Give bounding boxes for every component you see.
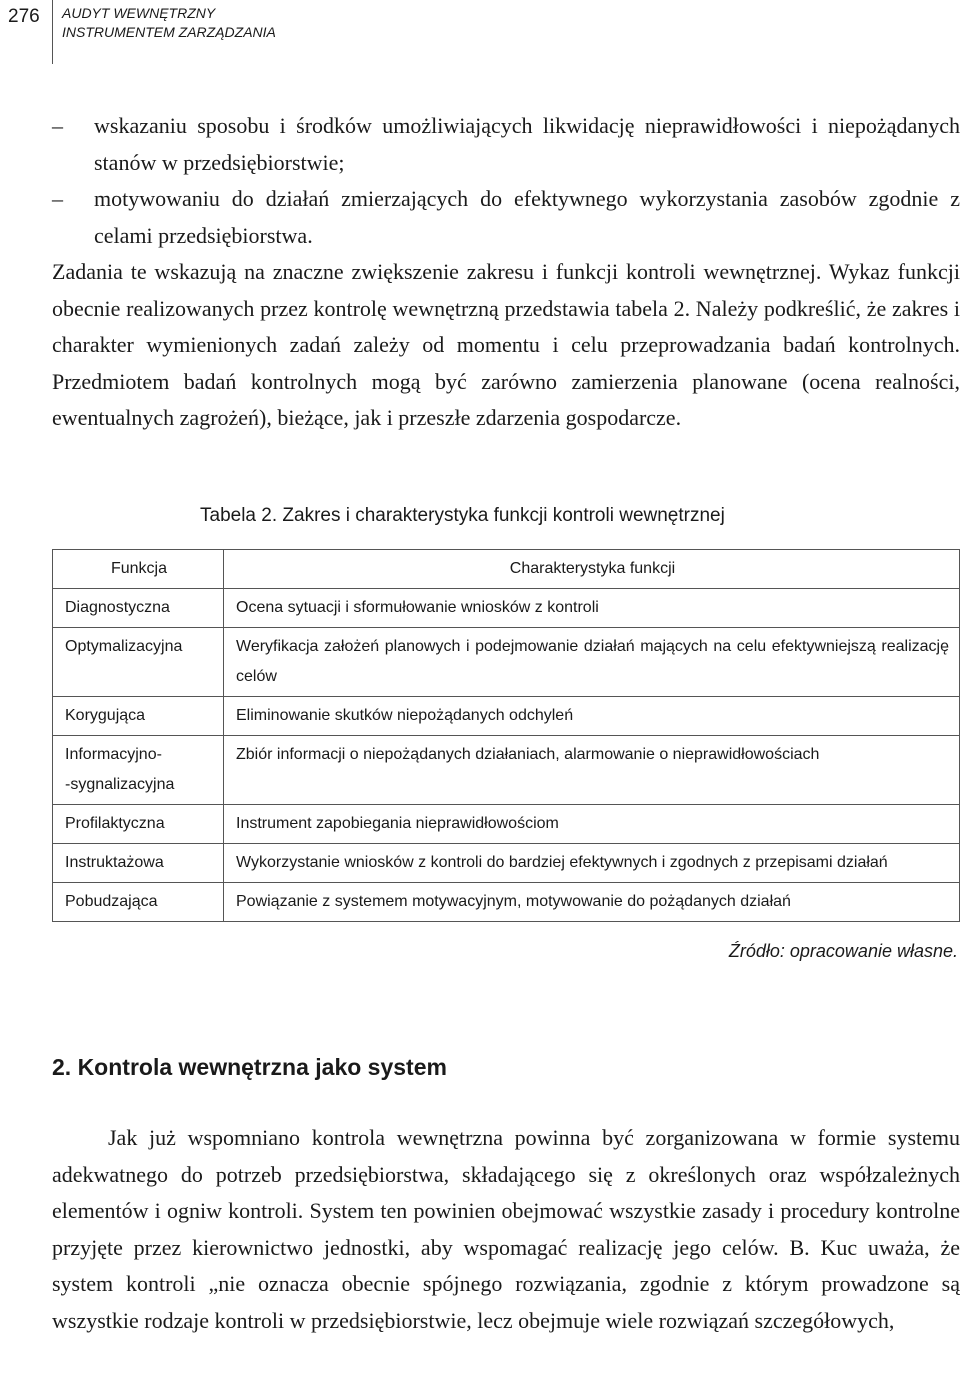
description-cell: Eliminowanie skutków niepożądanych odchyleń bbox=[224, 697, 960, 736]
description-cell: Ocena sytuacji i sformułowanie wniosków z kontroli bbox=[224, 589, 960, 628]
function-name-cont: -sygnalizacyjna bbox=[65, 776, 175, 793]
table-row bbox=[53, 736, 960, 805]
source-note: Źródło: opracowanie własne. bbox=[728, 941, 958, 961]
table-caption: Tabela 2. Zakres i charakterystyka funkcji kontroli wewnętrznej bbox=[200, 505, 725, 526]
table-header-function: Funkcja bbox=[53, 550, 224, 589]
page-number: 276 bbox=[8, 6, 40, 27]
description-cell: Wykorzystanie wniosków z kontroli do bardziej efektywnych i zgodnych z przepisami działań bbox=[224, 844, 960, 883]
description-cell: Zbiór informacji o niepożądanych działaniach, alarmowanie o nieprawidłowościach bbox=[224, 736, 960, 805]
table-row bbox=[53, 589, 960, 628]
function-cell bbox=[53, 697, 224, 736]
function-name: Optymalizacyjna bbox=[65, 638, 183, 655]
bullet-dash: – bbox=[52, 113, 63, 138]
bullet-item bbox=[52, 181, 960, 254]
function-cell bbox=[53, 736, 224, 805]
table-row bbox=[53, 628, 960, 697]
bullet-list bbox=[52, 108, 960, 254]
running-head-line-2: INSTRUMENTEM ZARZĄDZANIA bbox=[62, 24, 276, 40]
running-head-line-1: AUDYT WEWNĘTRZNY bbox=[62, 5, 216, 21]
bullet-text: motywowaniu do działań zmierzających do efektywnego wykorzystania zasobów zgodnie z celami przedsiębiorstwa. bbox=[94, 186, 960, 248]
table-row bbox=[53, 844, 960, 883]
function-cell bbox=[53, 805, 224, 844]
header-divider bbox=[52, 0, 53, 64]
function-name: Instruktażowa bbox=[65, 854, 164, 871]
function-cell bbox=[53, 589, 224, 628]
function-name: Korygująca bbox=[65, 707, 146, 724]
function-cell bbox=[53, 883, 224, 922]
description-cell: Powiązanie z systemem motywacyjnym, motywowanie do pożądanych działań bbox=[224, 883, 960, 922]
body-paragraph-1: Zadania te wskazują na znaczne zwiększenie zakresu i funkcji kontroli wewnętrznej. Wykaz funkcji obecnie realizowanych przez kontrolę wewnętrzną przedstawia tabela 2. Należy podkreślić, że zakres i charakter wymienionych zadań zależy od momentu i celu przeprowadzania badań kontrolnych. Przedmiotem badań kontrolnych mogą być zarówno zamierzenia planowane (ocena realności, ewentualnych zagrożeń), bieżące, jak i przeszłe zdarzenia gospodarcze. bbox=[52, 259, 960, 430]
functions-table bbox=[52, 549, 960, 922]
table-header-row bbox=[53, 550, 960, 589]
function-name: Pobudzająca bbox=[65, 893, 158, 910]
function-name: Diagnostyczna bbox=[65, 599, 170, 616]
function-cell bbox=[53, 844, 224, 883]
page-header bbox=[0, 0, 960, 64]
table-row bbox=[53, 805, 960, 844]
bullet-item bbox=[52, 108, 960, 181]
function-name: Profilaktyczna bbox=[65, 815, 165, 832]
description-cell: Weryfikacja założeń planowych i podejmowanie działań mających na celu efektywniejszą realizację celów bbox=[224, 628, 960, 697]
bullet-text: wskazaniu sposobu i środków umożliwiających likwidację nieprawidłowości i niepożądanych stanów w przedsiębiorstwie; bbox=[94, 113, 960, 175]
body-paragraph-2: Jak już wspomniano kontrola wewnętrzna powinna być zorganizowana w formie systemu adekwatnego do potrzeb przedsiębiorstwa, składającego się z określonych oraz współzależnych elementów i ogniw kontroli. System ten powinien obejmować wszystkie zasady i procedury kontrolne przyjęte przez kierownictwo jednostki, aby wspomagać realizację jego celów. B. Kuc uważa, że system kontroli „nie oznacza obecnie spójnego rozwiązania, zgodnie z którym prowadzone są wszystkie rodzaje kontroli w przedsiębiorstwie, lecz obejmuje wiele rozwiązań szczegółowych, bbox=[52, 1125, 960, 1333]
function-name: Informacyjno- bbox=[65, 746, 162, 763]
function-cell bbox=[53, 628, 224, 697]
running-head bbox=[62, 4, 276, 42]
description-cell: Instrument zapobiegania nieprawidłowościom bbox=[224, 805, 960, 844]
bullet-dash: – bbox=[52, 186, 63, 211]
table-header-description: Charakterystyka funkcji bbox=[224, 550, 960, 589]
table-row bbox=[53, 883, 960, 922]
section-heading: 2. Kontrola wewnętrzna jako system bbox=[52, 1054, 447, 1080]
table-row bbox=[53, 697, 960, 736]
